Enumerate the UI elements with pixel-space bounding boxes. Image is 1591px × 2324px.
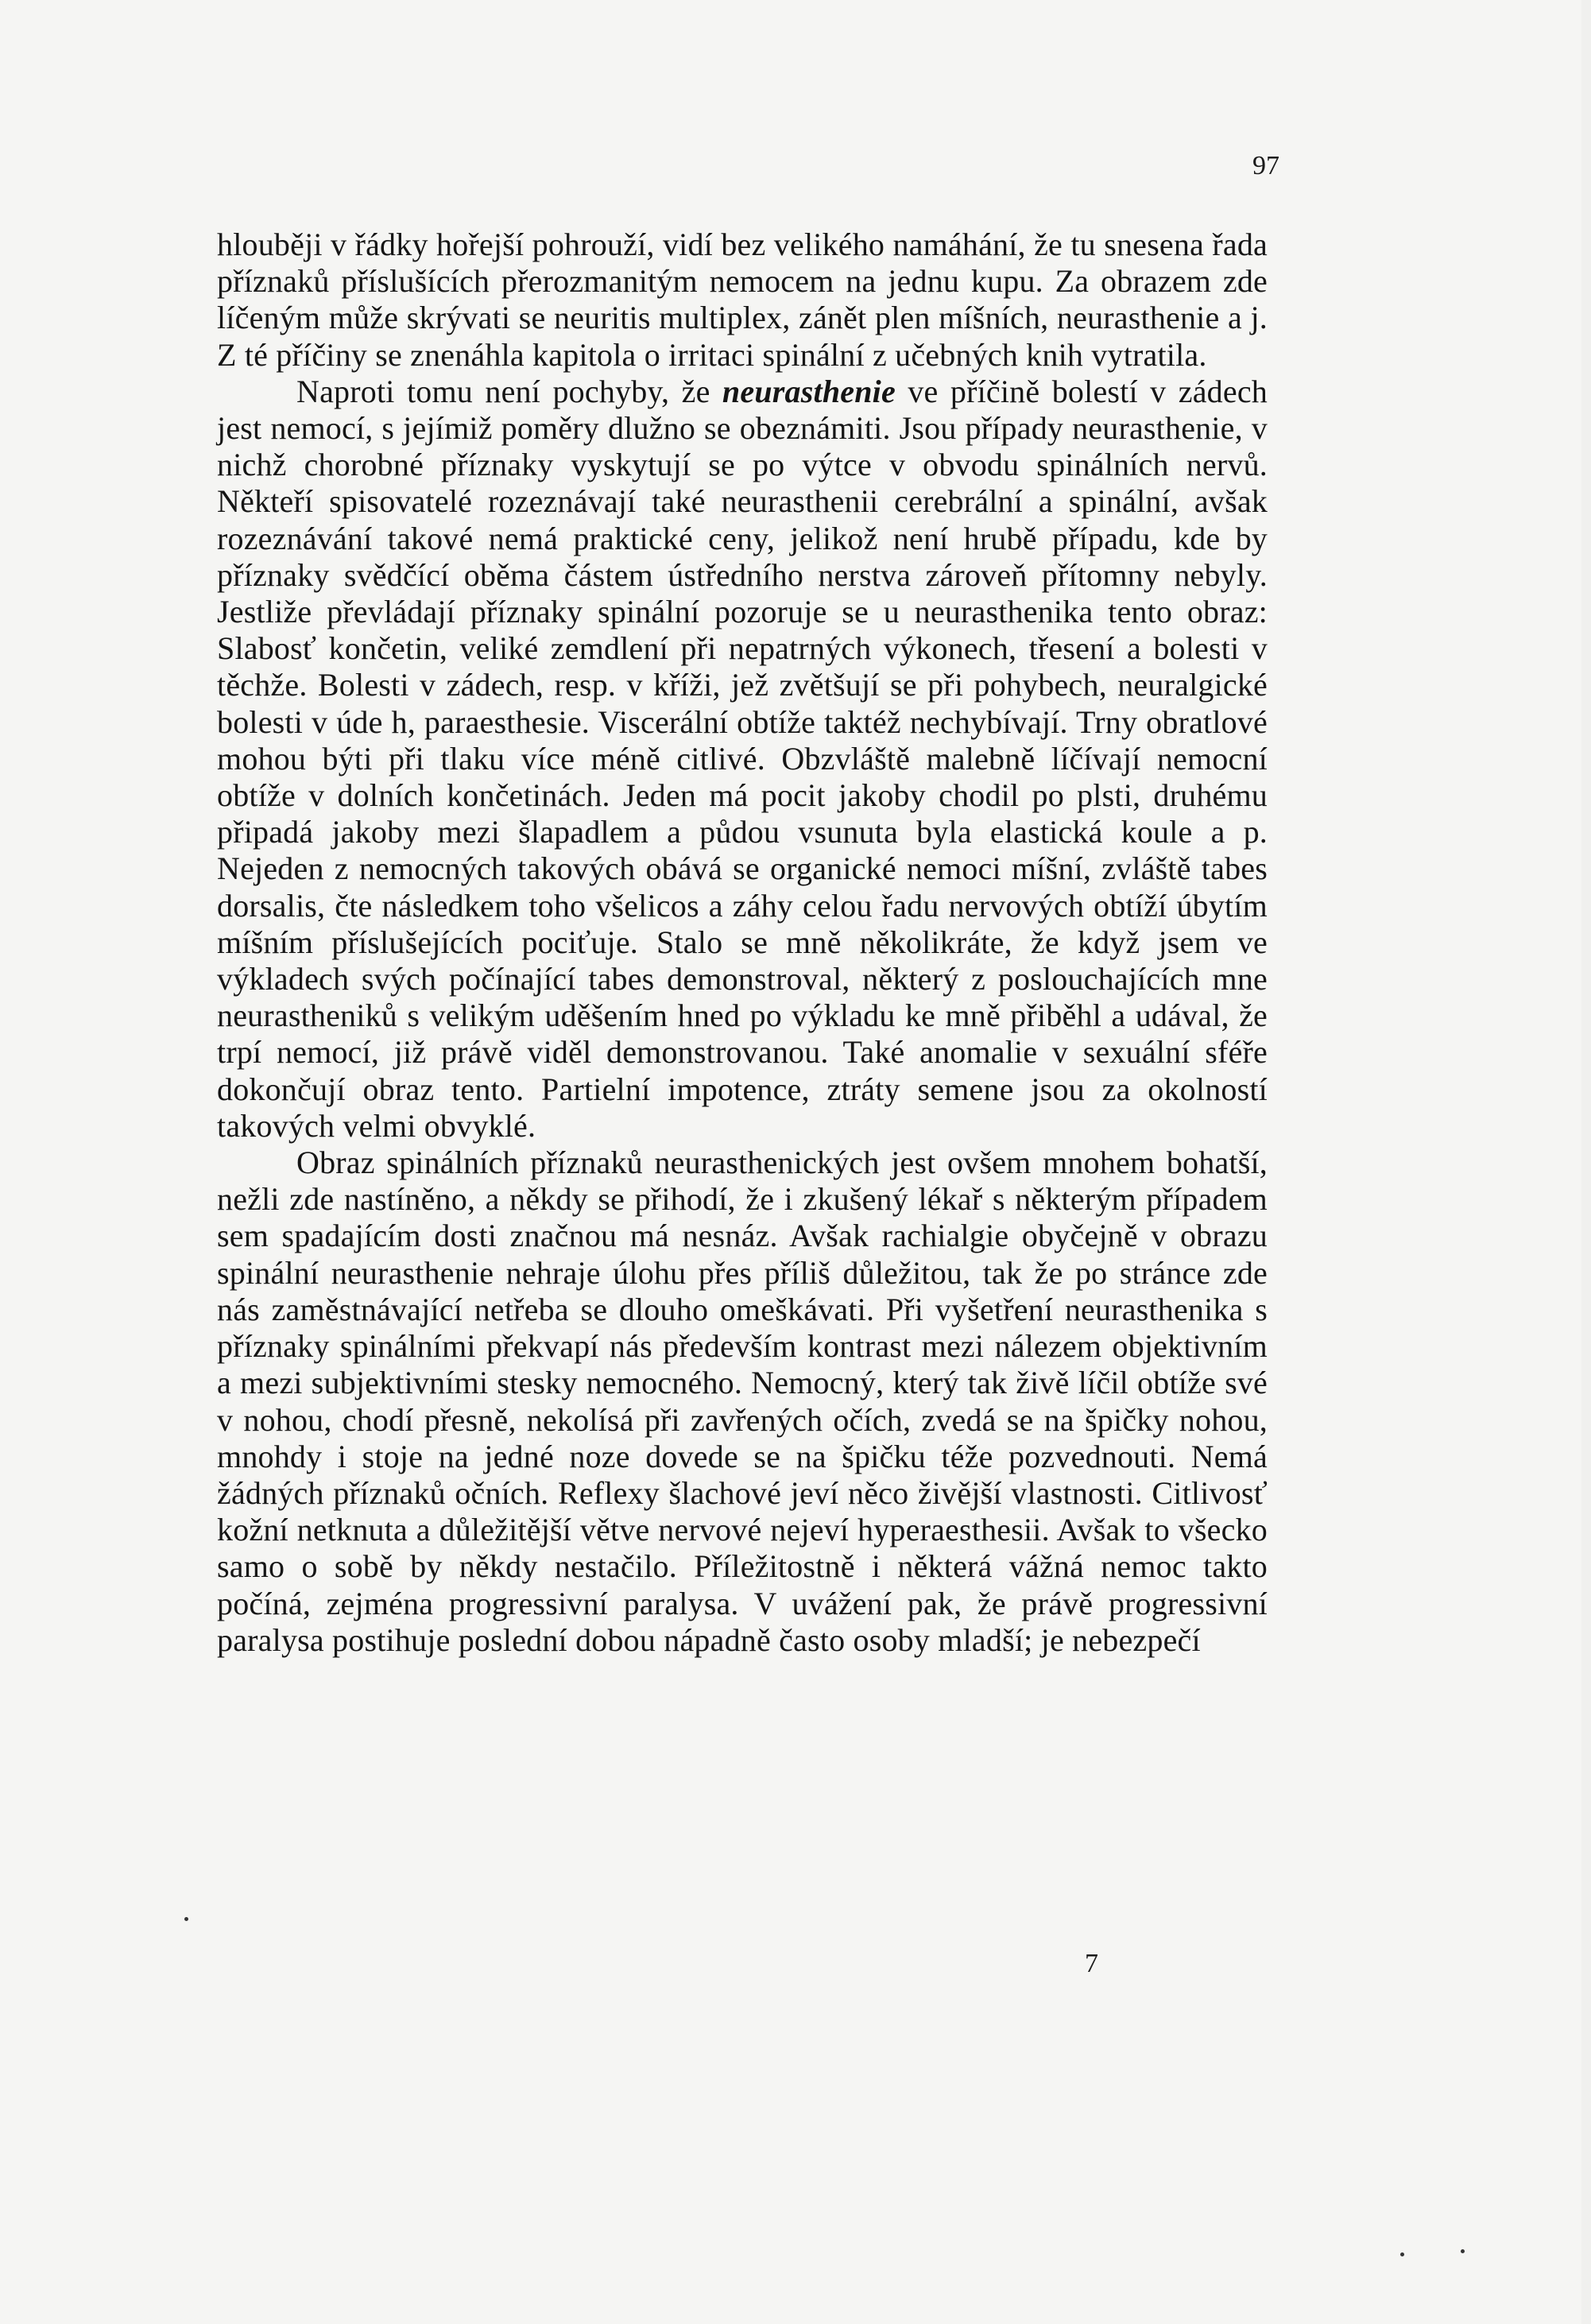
dust-speck (184, 1917, 188, 1921)
printer-signature-mark: 7 (1085, 1949, 1098, 1978)
body-text (217, 227, 1268, 1659)
paragraph-2-rest: ve příčině bolestí v zádech jest nemocí, s jejímiž poměry dlužno se obeznámiti. Jsou případy neurasthenie, v nichž chorobné příznaky vyskytují se po výtce v obvodu spinálních nervů. Někteří spisovatelé rozeznávají také neurasthenii cerebrální a spinální, avšak rozeznávání takové nemá praktické ceny, jelikož není hrubě případu, kde by příznaky svědčící oběma částem ústředního nerstva zároveň přítomny nebyly. Jestliže převládají příznaky spinální pozoruje se u neurasthenika tento obraz: Slabosť končetin, veliké zemdlení při nepatrných výkonech, třesení a bolesti v těchže. Bolesti v zádech, resp. v kříži, jež zvětšují se při pohybech, neuralgické bolesti v úde h, paraesthesie. Viscerální obtíže taktéž nechybívají. Trny obratlové mohou býti při tlaku více méně citlivé. Obzvláště malebně líčívají nemocní obtíže v dolních končetinách. Jeden má pocit jakoby chodil po plsti, druhému připadá jakoby mezi šlapadlem a půdou vsunuta byla elastická koule a p. Nejeden z nemocných takových obává se organické nemoci míšní, zvláště tabes dorsalis, čte následkem toho všelicos a záhy celou řadu nervových obtíží úbytím míšním příslušejících pociťuje. Stalo se mně několikráte, že když jsem ve výkladech svých počínající tabes demonstroval, některý z poslouchajících mne neurastheniků s velikým uděšením hned po výkladu ke mně přiběhl a udával, že trpí nemocí, již právě viděl demonstrovanou. Také anomalie v sexuální sféře dokončují obraz tento. Partielní impotence, ztráty semene jsou za okolností takových velmi obvyklé. (217, 373, 1268, 1144)
paragraph-2-start: Naproti tomu není pochyby, že (296, 373, 722, 409)
paragraph-1: hlouběji v řádky hořejší pohrouží, vidí bez velikého namáhání, že tu snesena řada příznaků příslušících přerozmanitým nemocem na jednu kupu. Za obrazem zde líčeným může skrývati se neuritis multiplex, zánět plen míšních, neurasthenie a j. Z té příčiny se znenáhla kapitola o irritaci spinální z učebných knih vytratila. (217, 227, 1268, 373)
emphasized-term: neurasthenie (722, 373, 896, 409)
page-number: 97 (1252, 151, 1279, 180)
paragraph-3: Obraz spinálních příznaků neurasthenických jest ovšem mnohem bohatší, nežli zde nastíněno, a někdy se přihodí, že i zkušený lékař s některým případem sem spadajícím dosti značnou má nesnáz. Avšak rachialgie obyčejně v obrazu spinální neurasthenie nehraje úlohu přes příliš důležitou, tak že po stránce zde nás zaměstnávající netřeba se dlouho omeškávati. Při vyšetření neurasthenika s příznaky spinálními překvapí nás především kontrast mezi nálezem objektivním a mezi subjektivními stesky nemocného. Nemocný, který tak živě líčil obtíže své v nohou, chodí přesně, nekolísá při zavřených očích, zvedá se na špičky nohou, mnohdy i stoje na jedné noze dovede se na špičku téže pozvednouti. Nemá žádných příznaků očních. Reflexy šlachové jeví něco živější vlastnosti. Citlivosť kožní netknuta a důležitější větve nervové nejeví hyperaesthesii. Avšak to všecko samo o sobě by někdy nestačilo. Příležitostně i některá vážná nemoc takto počíná, zejména progressivní paralysa. V uvážení pak, že právě progressivní paralysa postihuje poslední dobou nápadně často osoby mladší; je nebezpečí (217, 1145, 1268, 1658)
page-edge (1581, 0, 1591, 2324)
dust-speck (1400, 2252, 1404, 2256)
paragraph-2 (217, 374, 1268, 1145)
dust-speck (1461, 2249, 1465, 2253)
